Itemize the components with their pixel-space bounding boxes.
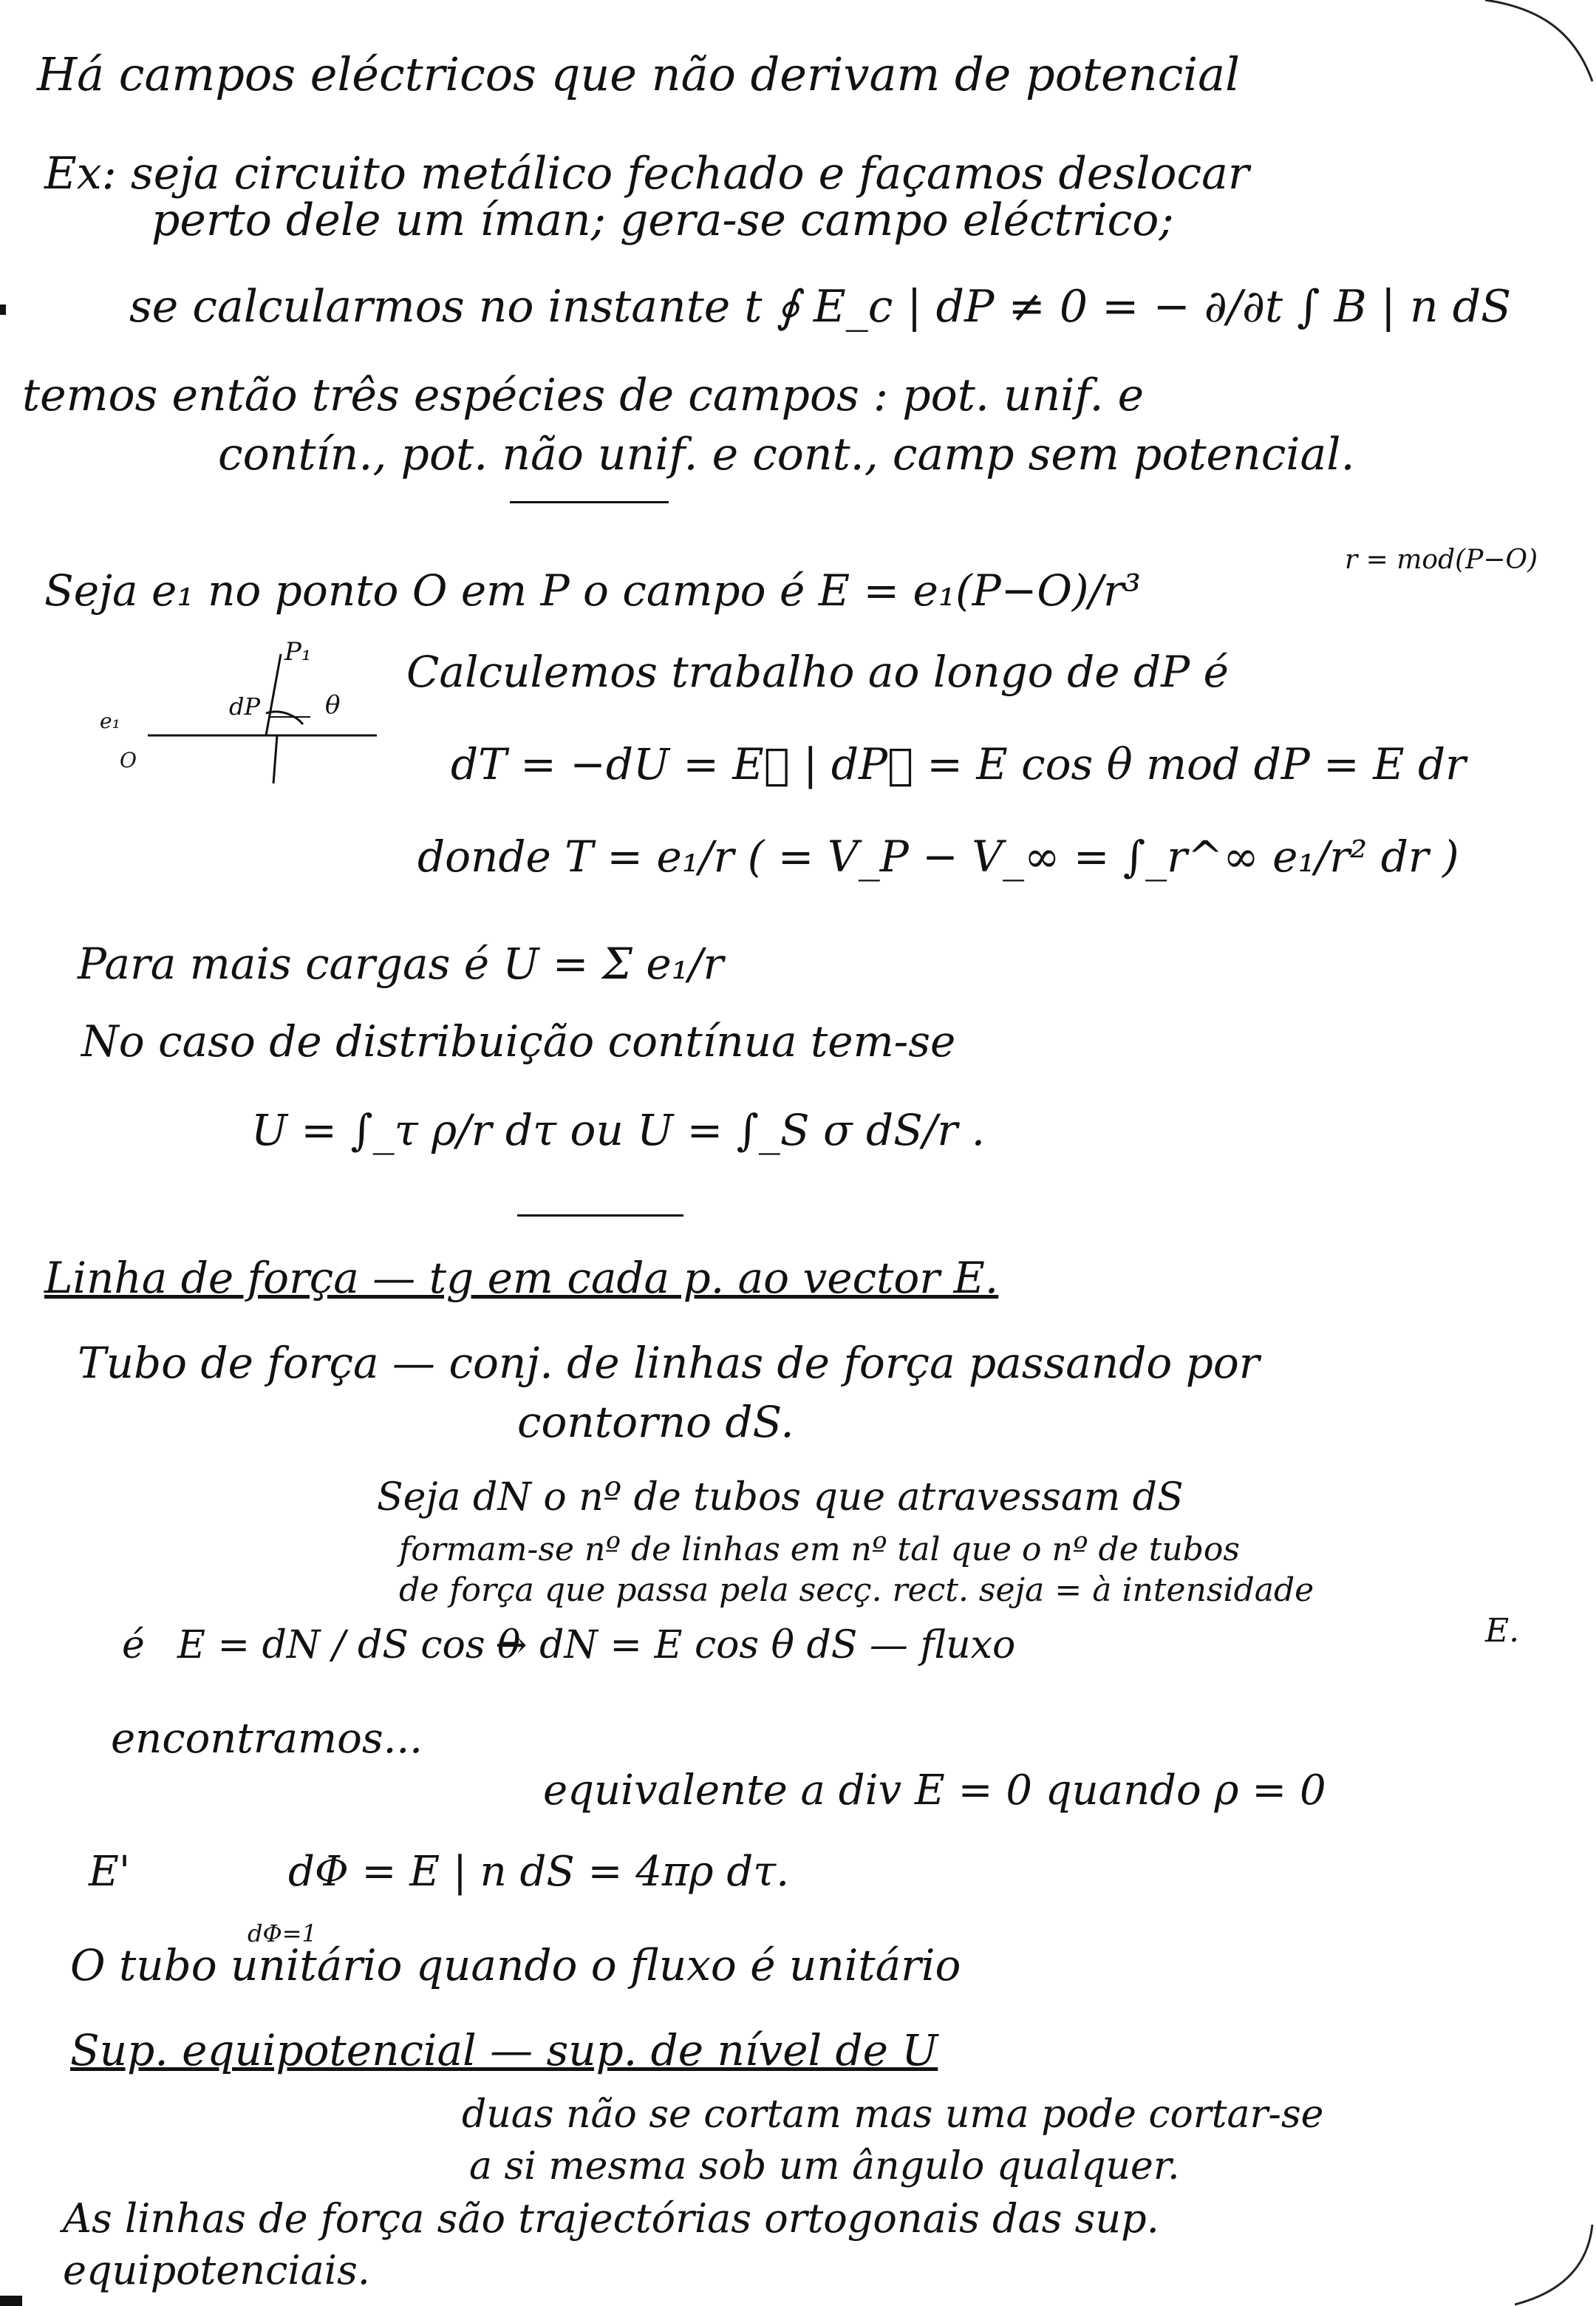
- note-line-04: se calcularmos no instante t ∮ E_c | dP ≠ 0 = − ∂/∂t ∫ B | n dS: [129, 281, 1512, 333]
- diagram-label-p1: P₁: [284, 637, 312, 667]
- note-line-26: duas não se cortam mas uma pode cortar-se: [462, 2092, 1324, 2137]
- bottom-edge-mark: [0, 2296, 22, 2306]
- note-line-13: U = ∫_τ ρ/r dτ ou U = ∫_S σ dS/r .: [251, 1105, 986, 1155]
- note-line-07: Seja e₁ no ponto O em P o campo é E = e₁(P−O)/r³: [44, 565, 1142, 616]
- note-line-16: contorno dS.: [517, 1397, 794, 1447]
- left-edge-mark: [0, 305, 6, 315]
- note-line-29: equipotenciais.: [63, 2247, 370, 2293]
- note-line-14: Linha de força — tg em cada p. ao vector E.: [44, 1253, 999, 1303]
- note-line-21: encontramos...: [111, 1715, 423, 1763]
- note-line-02: Ex: seja circuito metálico fechado e façamos deslocar: [44, 148, 1249, 200]
- divider-1: [510, 501, 669, 503]
- note-line-03: perto dele um íman; gera-se campo eléctrico;: [151, 194, 1174, 246]
- note-line-20a: é: [122, 1623, 145, 1667]
- note-line-06: contín., pot. não unif. e cont., camp sem potencial.: [218, 429, 1355, 480]
- note-line-19: de força que passa pela secç. rect. seja = à intensidade: [399, 1571, 1314, 1609]
- note-line-10: donde T = e₁/r ( = V_P − V_∞ = ∫_r^∞ e₁/r² dr ): [417, 831, 1459, 882]
- note-line-23a: E': [89, 1848, 131, 1896]
- note-line-12: No caso de distribuição contínua tem-se: [81, 1016, 956, 1067]
- note-line-28: As linhas de força são trajectórias ortogonais das sup.: [63, 2195, 1159, 2242]
- diagram-label-e1: e₁: [100, 709, 120, 733]
- note-line-22: equivalente a div E = 0 quando ρ = 0: [543, 1766, 1326, 1814]
- diagram-label-dp: dP: [229, 693, 261, 721]
- note-line-11: Para mais cargas é U = Σ e₁/r: [78, 939, 724, 989]
- note-line-19b: E.: [1485, 1612, 1520, 1650]
- note-line-05: temos então três espécies de campos : pot. unif. e: [22, 370, 1145, 421]
- note-line-27: a si mesma sob um ângulo qualquer.: [469, 2144, 1180, 2188]
- note-line-07b: r = mod(P−O): [1345, 545, 1538, 575]
- note-line-17: Seja dN o nº de tubos que atravessam dS: [377, 1475, 1184, 1520]
- page-corner-curl: [1470, 0, 1596, 89]
- note-line-20b: E = dN / dS cos θ: [177, 1623, 521, 1667]
- page-corner-curl-bottom: [1515, 2225, 1596, 2306]
- note-line-01: Há campos eléctricos que não derivam de potencial: [37, 47, 1240, 101]
- note-line-20c: → dN = E cos θ dS — fluxo: [495, 1623, 1016, 1667]
- note-line-25: Sup. equipotencial — sup. de nível de U: [70, 2025, 938, 2075]
- diagram-label-o: O: [120, 748, 137, 772]
- note-line-24: O tubo unitário quando o fluxo é unitário: [70, 1940, 961, 1990]
- note-line-24-superscript: dΦ=1: [248, 1919, 317, 1948]
- diagram-label-theta: θ: [325, 690, 341, 720]
- divider-2: [517, 1214, 683, 1217]
- note-line-09: dT = −dU = E⃗ | dP⃗ = E cos θ mod dP = E dr: [451, 739, 1466, 789]
- note-line-15: Tubo de força — conj. de linhas de força passando por: [78, 1338, 1260, 1388]
- note-line-18: formam-se nº de linhas em nº tal que o nº de tubos: [399, 1531, 1240, 1568]
- note-line-08: Calculemos trabalho ao longo de dP é: [406, 647, 1229, 697]
- note-line-23b: dΦ = E | n dS = 4πρ dτ.: [288, 1848, 790, 1896]
